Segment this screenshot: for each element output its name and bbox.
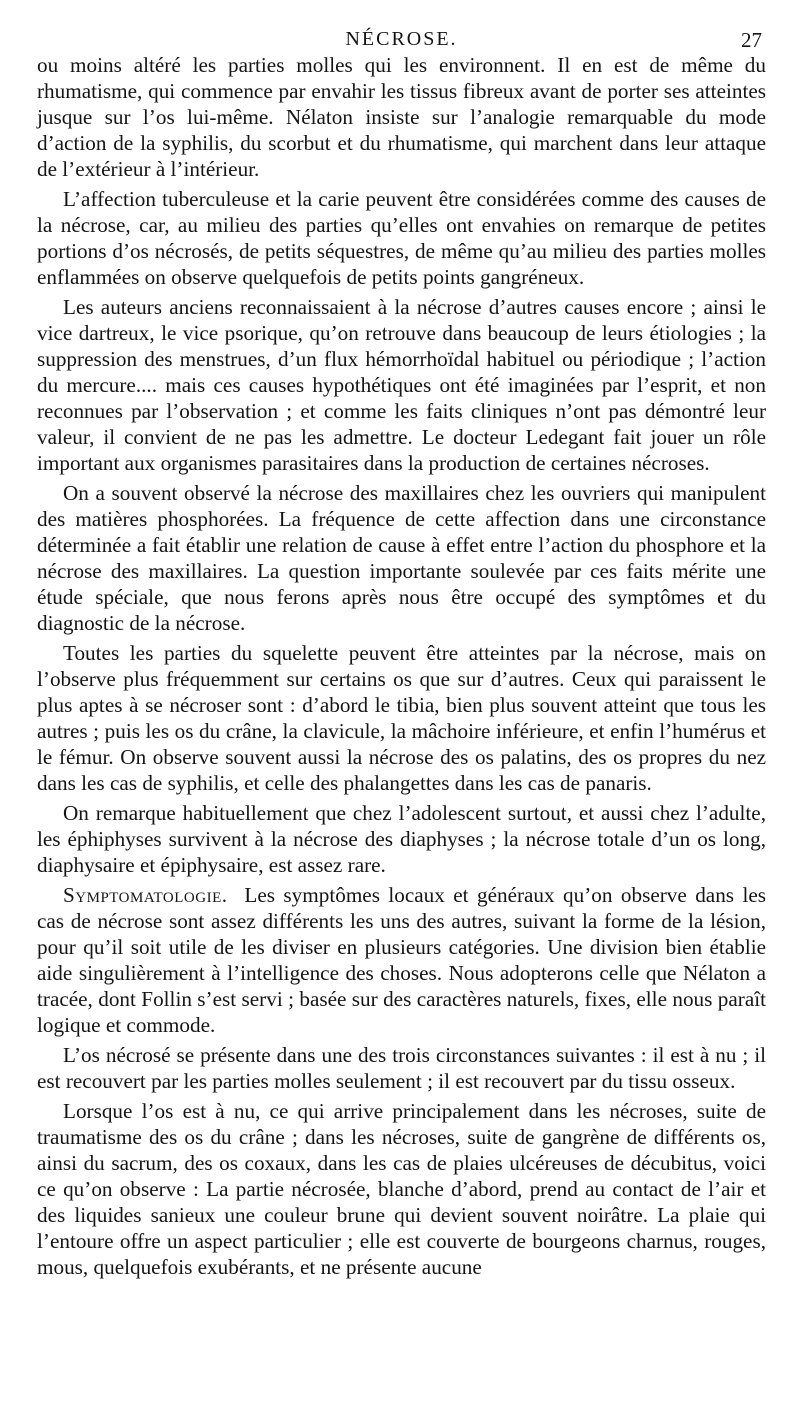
page-number: 27 [741, 28, 762, 52]
section-text: Les symptômes locaux et généraux qu’on observe dans les cas de nécrose sont assez différents les uns des autres, suivant la forme de la lésion, pour qu’il soit utile de les diviser en plusieurs catégories. Une division bien établie aide singulièrement à l’intelligence des choses. Nous adopterons celle que Nélaton a tracée, dont Follin s’est servi ; basée sur des caractères naturels, fixes, elle nous paraît logique et commode. [37, 883, 767, 1037]
page-header [37, 0, 766, 52]
paragraph: Les auteurs anciens reconnaissaient à la nécrose d’autres causes encore ; ainsi le vice dartreux, le vice psorique, qu’on retrouve dans beaucoup de leurs étiologies ; la suppression des menstrues, d’un flux hémorrhoïdal habituel ou périodique ; l’action du mercure.... mais ces causes hypothétiques ont été imaginées par l’esprit, et non reconnues par l’observation ; et comme les faits cliniques n’ont pas démontré leur valeur, il convient de ne pas les admettre. Le docteur Ledegant fait jouer un rôle important aux organismes parasitaires dans la production de certaines nécroses. [37, 295, 766, 475]
paragraph: On a souvent observé la nécrose des maxillaires chez les ouvriers qui manipulent des matières phosphorées. La fréquence de cette affection dans une circonstance déterminée a fait établir une relation de cause à effet entre l’action du phosphore et la nécrose des maxillaires. La question importante soulevée par ces faits mérite une étude spéciale, que nous ferons après nous être occupé des symptômes et du diagnostic de la nécrose. [37, 481, 766, 635]
paragraph: L’affection tuberculeuse et la carie peuvent être considérées comme des causes de la nécrose, car, au milieu des parties qu’elles ont envahies on remarque de petites portions d’os nécrosés, de petits séquestres, de même qu’au milieu des parties molles enflammées on observe quelquefois de petits points gangréneux. [37, 187, 766, 289]
section-paragraph [37, 882, 766, 1038]
section-heading: Symptomatologie. [63, 883, 228, 907]
running-title: NÉCROSE. [345, 28, 458, 50]
paragraph: ou moins altéré les parties molles qui les environnent. Il en est de même du rhumatisme, qui commence par envahir les tissus fibreux avant de porter ses atteintes jusque sur l’os lui-même. Nélaton insiste sur l’analogie remarquable du mode d’action de la syphilis, du scorbut et du rhumatisme, qui marchent dans leur attaque de l’extérieur à l’intérieur. [37, 53, 766, 181]
paragraph: L’os nécrosé se présente dans une des trois circonstances suivantes : il est à nu ; il est recouvert par les parties molles seulement ; il est recouvert par du tissu osseux. [37, 1043, 766, 1093]
paragraph: Lorsque l’os est à nu, ce qui arrive principalement dans les nécroses, suite de traumatisme des os du crâne ; dans les nécroses, suite de gangrène de différents os, ainsi du sacrum, des os coxaux, dans les cas de plaies ulcéreuses de décubitus, voici ce qu’on observe : La partie nécrosée, blanche d’abord, prend au contact de l’air et des liquides sanieux une couleur brune qui devient souvent noirâtre. La plaie qui l’entoure offre un aspect particulier ; elle est couverte de bourgeons charnus, rouges, mous, quelquefois exubérants, et ne présente aucune [37, 1099, 766, 1279]
body-text [37, 52, 766, 1280]
paragraph: Toutes les parties du squelette peuvent être atteintes par la nécrose, mais on l’observe plus fréquemment sur certains os que sur d’autres. Ceux qui paraissent le plus aptes à se nécroser sont : d’abord le tibia, bien plus souvent atteint que tous les autres ; puis les os du crâne, la clavicule, la mâchoire inférieure, et enfin l’humérus et le fémur. On observe souvent aussi la nécrose des os palatins, des os propres du nez dans les cas de syphilis, et celle des phalangettes dans les cas de panaris. [37, 641, 766, 795]
paragraph: On remarque habituellement que chez l’adolescent surtout, et aussi chez l’adulte, les éphiphyses survivent à la nécrose des diaphyses ; la nécrose totale d’un os long, diaphysaire et épiphysaire, est assez rare. [37, 801, 766, 877]
